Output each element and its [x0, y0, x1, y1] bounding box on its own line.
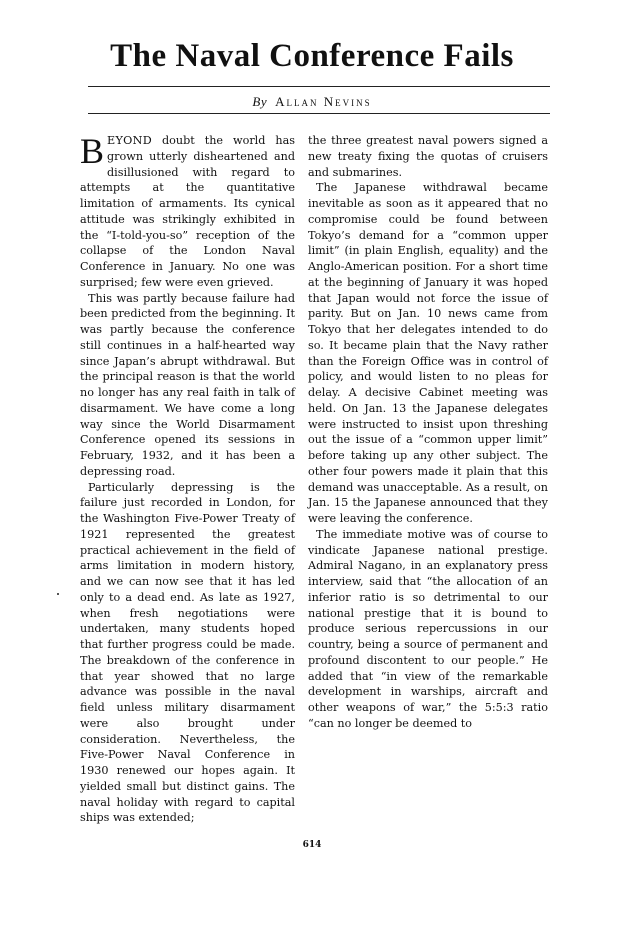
paragraph-5: The Japanese withdrawal became inevitable as soon as it appeared that no compromise could be found between Tokyo’s demand for a “common upper limit” (in plain English, equality) and the Anglo-American position. For a short time at the beginning of January it was hoped that Japan would not force the issue of parity. But on Jan. 10 news came from Tokyo that her delegates intended to do so. It became plain that the Navy rather than the Foreign Office was in control of policy, and would listen to no pleas for delay. A decisive Cabinet meeting was held. On Jan. 13 the Japanese delegates were instructed to insist upon threshing out the issue of a “common upper limit” before taking up any other subject. The other four powers made it plain that this demand was unacceptable. As a result, on Jan. 15 the Japanese announced that they were leaving the conference.: [308, 181, 548, 525]
lead-small-caps: EYOND: [107, 134, 152, 147]
byline: [0, 94, 624, 110]
paragraph-1-text: doubt the world has grown utterly disheartened and disillusioned with regard to attempts at the quantitative limitation of armaments. Its cynical attitude was strikingly exhibited in the “I-told-you-so” reception of the collapse of the London Naval Conference in January. No one was surprised; few were even grieved.: [80, 134, 295, 289]
left-column: [80, 133, 295, 826]
margin-mark: [57, 593, 59, 595]
paragraph-6: The immediate motive was of course to vindicate Japanese national prestige. Admiral Nagano, in an explanatory press interview, said that “the allocation of an inferior ratio is so detrimental to our national prestige that it is bound to produce serious repercussions in our country, being a source of permanent and profound discontent to our people.” He added that “in view of the remarkable development in warships, aircraft and other weapons of war,” the 5:5:3 ratio “can no longer be deemed to: [308, 527, 548, 730]
title-rule-top: [88, 86, 550, 87]
article-title: The Naval Conference Fails: [110, 38, 514, 74]
paragraph-2: This was partly because failure had been predicted from the beginning. It was partly because the conference still continues in a half-hearted way since Japan’s abrupt withdrawal. But the principal reason is that the world no longer has any real faith in talk of disarmament. We have come a long way since the World Disarmament Conference opened its sessions in February, 1932, and it has been a depressing road.: [80, 291, 295, 478]
author-name: Allan Nevins: [275, 94, 372, 109]
byline-prefix: By: [252, 94, 268, 109]
paragraph-4: the three greatest naval powers signed a new treaty fixing the quotas of cruisers and submarines.: [308, 134, 548, 179]
drop-cap: B: [80, 131, 105, 171]
paragraph-1: [80, 133, 295, 291]
right-column: [308, 133, 548, 732]
paragraph-3: Particularly depressing is the failure just recorded in London, for the Washington Five-Power Treaty of 1921 represented the greatest practical achievement in the field of arms limitation in modern history, and we can now see that it has led only to a dead end. As late as 1927, when fresh negotiations were undertaken, many students hoped that further progress could be made. The breakdown of the conference in that year showed that no large advance was possible in the naval field unless military disarmament were also brought under consideration. Nevertheless, the Five-Power Naval Conference in 1930 renewed our hopes again. It yielded small but distinct gains. The naval holiday with regard to capital ships was extended;: [80, 480, 295, 825]
page-number: 614: [302, 840, 322, 850]
title-rule-bottom: [88, 113, 550, 114]
